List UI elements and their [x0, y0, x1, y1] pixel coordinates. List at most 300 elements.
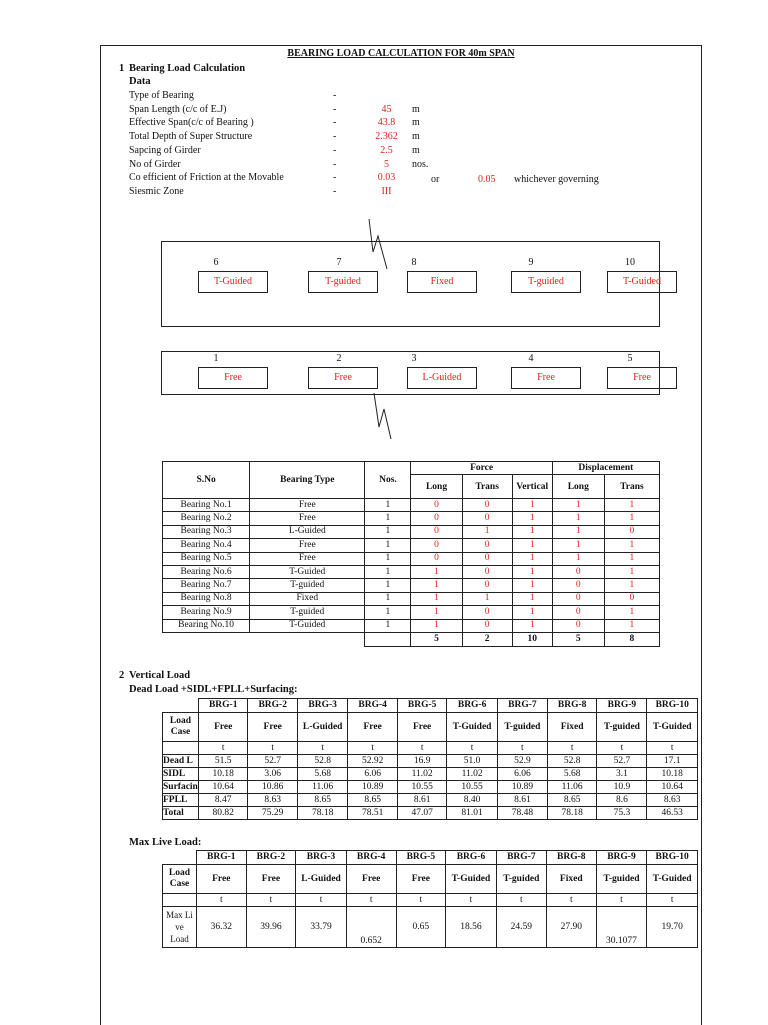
- table-row: [163, 807, 698, 820]
- unit-cell: t: [396, 894, 446, 907]
- data-value: 45: [381, 103, 392, 115]
- value-cell: 8.65: [348, 794, 397, 807]
- value-cell: 10.55: [447, 781, 497, 794]
- live-label-line: Load: [170, 934, 189, 944]
- table-cell: 1: [552, 539, 604, 552]
- value-cell: 52.9: [497, 755, 547, 768]
- table-row: [163, 768, 698, 781]
- brg-header: BRG-2: [248, 699, 297, 713]
- table-cell: T-guided: [250, 579, 365, 592]
- brg-header-row: [163, 851, 698, 865]
- type-header: T-Guided: [647, 865, 698, 894]
- unit-blank: [163, 894, 197, 907]
- table-cell: Bearing No.8: [163, 592, 250, 605]
- table-cell: 0: [462, 539, 512, 552]
- table-cell: 0: [552, 565, 604, 578]
- table-row: [163, 755, 698, 768]
- table-cell: 0: [462, 619, 512, 632]
- type-header: T-guided: [497, 713, 547, 742]
- data-value: 2.362: [375, 131, 398, 143]
- type-header: Free: [397, 713, 446, 742]
- value-cell: 8.65: [297, 794, 347, 807]
- table-cell: 0: [462, 499, 512, 512]
- data-dash: -: [333, 117, 337, 129]
- table-cell: 1: [411, 592, 462, 605]
- brg-header: BRG-4: [346, 851, 396, 865]
- value-cell: 10.89: [497, 781, 547, 794]
- brg-header: BRG-3: [297, 699, 347, 713]
- value-cell: 8.65: [547, 794, 596, 807]
- type-header-row: [163, 713, 698, 742]
- header-displacement: Displacement: [552, 462, 659, 475]
- table-cell: 1: [604, 512, 659, 525]
- unit-row: [163, 894, 698, 907]
- data-label: Sapcing of Girder: [129, 144, 201, 156]
- bearing-box-2: Free: [308, 367, 378, 389]
- table-cell: 1: [604, 539, 659, 552]
- data-label: Siesmic Zone: [129, 185, 184, 197]
- type-header: T-guided: [596, 865, 647, 894]
- data-unit: m: [412, 117, 420, 129]
- table-cell: 1: [365, 592, 411, 605]
- brg-header: BRG-10: [647, 851, 698, 865]
- value-cell: 6.06: [348, 768, 397, 781]
- brg-header: BRG-6: [447, 699, 497, 713]
- unit-cell: t: [297, 742, 347, 755]
- table-cell: 1: [552, 499, 604, 512]
- bearing-box-5: Free: [607, 367, 677, 389]
- table-cell: Bearing No.6: [163, 565, 250, 578]
- value-cell: 33.79: [296, 907, 347, 948]
- bearing-type-table: [162, 461, 660, 647]
- type-header: Free: [346, 865, 396, 894]
- friction-alt-value: 0.05: [478, 174, 496, 185]
- brg-header: BRG-7: [496, 851, 546, 865]
- table-cell: 0: [462, 565, 512, 578]
- unit-cell: t: [246, 894, 296, 907]
- header-disp-long: Long: [552, 475, 604, 499]
- bearing-box-1: Free: [198, 367, 268, 389]
- row-label: Dead L: [163, 755, 199, 768]
- table-cell: 0: [411, 512, 462, 525]
- value-cell: 10.18: [198, 768, 247, 781]
- table-cell: 1: [552, 512, 604, 525]
- table-cell: Bearing No.2: [163, 512, 250, 525]
- type-header: Free: [246, 865, 296, 894]
- table-cell: 1: [604, 619, 659, 632]
- table-cell: T-guided: [250, 606, 365, 619]
- unit-cell: t: [547, 742, 596, 755]
- table-cell: 1: [512, 619, 552, 632]
- data-unit: m: [412, 131, 420, 143]
- unit-cell: t: [596, 894, 647, 907]
- table-row: [163, 525, 660, 538]
- data-dash: -: [333, 185, 337, 197]
- table-cell: 1: [604, 499, 659, 512]
- bearing-number: 8: [411, 257, 417, 268]
- brg-header: BRG-9: [597, 699, 647, 713]
- header-force-trans: Trans: [462, 475, 512, 499]
- value-cell: 17.1: [647, 755, 698, 768]
- table-cell: 1: [512, 525, 552, 538]
- table-cell: L-Guided: [250, 525, 365, 538]
- table-row: [163, 781, 698, 794]
- value-cell: 10.9: [597, 781, 647, 794]
- brg-header: BRG-7: [497, 699, 547, 713]
- value-cell: 16.9: [397, 755, 446, 768]
- unit-cell: t: [647, 742, 698, 755]
- value-cell: 6.06: [497, 768, 547, 781]
- value-cell: 0.652: [346, 907, 396, 948]
- table-cell: 1: [365, 525, 411, 538]
- bearing-number: 7: [336, 257, 342, 268]
- table-cell: Free: [250, 499, 365, 512]
- table-cell: 0: [604, 592, 659, 605]
- data-value: 43.8: [377, 117, 396, 129]
- value-cell: 27.90: [546, 907, 596, 948]
- value-cell: 10.64: [198, 781, 247, 794]
- table-cell: 1: [604, 579, 659, 592]
- table-cell: T-Guided: [250, 565, 365, 578]
- live-load-label: [163, 907, 197, 948]
- brg-header: BRG-6: [446, 851, 497, 865]
- table-cell: 1: [411, 619, 462, 632]
- value-cell: 51.0: [447, 755, 497, 768]
- table-cell: 0: [462, 552, 512, 565]
- data-dash: -: [333, 158, 337, 170]
- break-line-top-icon: [361, 214, 401, 274]
- table-cell: 1: [365, 619, 411, 632]
- value-cell: 3.1: [597, 768, 647, 781]
- row-label: Total: [163, 807, 199, 820]
- bearing-number: 10: [625, 257, 635, 268]
- table-cell: 0: [411, 539, 462, 552]
- table-cell: Bearing No.3: [163, 525, 250, 538]
- corner-cell: [163, 699, 199, 713]
- type-header: L-Guided: [297, 713, 347, 742]
- table-cell: 1: [512, 565, 552, 578]
- table-cell: 1: [604, 606, 659, 619]
- value-cell: 78.48: [497, 807, 547, 820]
- brg-header: BRG-1: [198, 699, 247, 713]
- type-header: Free: [196, 865, 246, 894]
- bearing-number: 2: [336, 353, 342, 364]
- table-cell: Bearing No.1: [163, 499, 250, 512]
- data-label: No of Girder: [129, 158, 181, 170]
- value-cell: 47.07: [397, 807, 446, 820]
- header-bearing-type: Bearing Type: [250, 462, 365, 499]
- brg-header: BRG-8: [547, 699, 596, 713]
- table-row: [163, 565, 660, 578]
- bearing-box-3: L-Guided: [407, 367, 477, 389]
- unit-cell: t: [647, 894, 698, 907]
- bearing-box-9: T-guided: [511, 271, 581, 293]
- brg-header: BRG-10: [647, 699, 698, 713]
- table-cell: Bearing No.7: [163, 579, 250, 592]
- type-header: T-guided: [496, 865, 546, 894]
- type-header: Free: [248, 713, 297, 742]
- break-line-bottom-icon: [369, 391, 399, 441]
- type-header-row: [163, 865, 698, 894]
- value-cell: 8.63: [647, 794, 698, 807]
- table-cell: 1: [512, 499, 552, 512]
- value-cell: 36.32: [196, 907, 246, 948]
- bearing-number: 5: [627, 353, 633, 364]
- table-cell: 0: [411, 499, 462, 512]
- type-header: Free: [348, 713, 397, 742]
- table-cell: 0: [462, 579, 512, 592]
- total-cell: 5: [552, 632, 604, 646]
- data-dash: -: [333, 90, 337, 101]
- type-header: Free: [198, 713, 247, 742]
- page-title: BEARING LOAD CALCULATION FOR 40m SPAN: [287, 48, 515, 59]
- value-cell: 52.8: [547, 755, 596, 768]
- value-cell: 78.51: [348, 807, 397, 820]
- table-cell: Bearing No.9: [163, 606, 250, 619]
- data-dash: -: [333, 144, 337, 156]
- data-label: Total Depth of Super Structure: [129, 131, 253, 143]
- table-cell: 1: [552, 525, 604, 538]
- table-cell: 1: [411, 579, 462, 592]
- table-cell: Fixed: [250, 592, 365, 605]
- value-cell: 11.06: [547, 781, 596, 794]
- bearing-number: 3: [411, 353, 417, 364]
- header-force-vertical: Vertical: [512, 475, 552, 499]
- value-cell: 80.82: [198, 807, 247, 820]
- table-cell: 0: [604, 525, 659, 538]
- value-cell: 11.06: [297, 781, 347, 794]
- value-cell: 8.47: [198, 794, 247, 807]
- data-unit: m: [412, 103, 420, 115]
- unit-cell: t: [447, 742, 497, 755]
- data-dash: -: [333, 172, 337, 184]
- unit-row: [163, 742, 698, 755]
- data-dash: -: [333, 131, 337, 143]
- unit-cell: t: [446, 894, 497, 907]
- brg-header: BRG-2: [246, 851, 296, 865]
- type-header: T-guided: [597, 713, 647, 742]
- table-cell: 1: [365, 565, 411, 578]
- table-row: [163, 499, 660, 512]
- brg-header: BRG-4: [348, 699, 397, 713]
- table-cell: 1: [462, 592, 512, 605]
- table-cell: Bearing No.10: [163, 619, 250, 632]
- table-cell: 1: [604, 552, 659, 565]
- data-value: III: [381, 185, 392, 197]
- value-cell: 52.7: [597, 755, 647, 768]
- table-row: [163, 579, 660, 592]
- value-cell: 78.18: [547, 807, 596, 820]
- section1-subheading: Data: [129, 76, 151, 87]
- table-cell: 1: [462, 525, 512, 538]
- value-cell: 10.55: [397, 781, 446, 794]
- value-cell: 51.5: [198, 755, 247, 768]
- table-cell: Bearing No.4: [163, 539, 250, 552]
- table-cell: 0: [552, 592, 604, 605]
- value-cell: 30.1077: [596, 907, 647, 948]
- data-label: Effective Span(c/c of Bearing ): [129, 117, 254, 129]
- section2-heading: Vertical Load: [129, 670, 191, 681]
- unit-cell: t: [397, 742, 446, 755]
- unit-cell: t: [196, 894, 246, 907]
- table-cell: Free: [250, 512, 365, 525]
- table-cell: 1: [512, 539, 552, 552]
- total-cell: 8: [604, 632, 659, 646]
- bearing-number: 4: [528, 353, 534, 364]
- unit-blank: [163, 742, 199, 755]
- table-cell: 1: [512, 606, 552, 619]
- table-cell: Bearing No.5: [163, 552, 250, 565]
- live-label-line: Max Li: [166, 910, 193, 920]
- live-load-heading: Max Live Load:: [129, 837, 202, 848]
- data-label: Co efficient of Friction at the Movable: [129, 172, 284, 184]
- table-row: [163, 539, 660, 552]
- bearing-number: 9: [528, 257, 534, 268]
- table-cell: 1: [411, 565, 462, 578]
- unit-cell: t: [546, 894, 596, 907]
- table-cell: 0: [552, 619, 604, 632]
- header-force-long: Long: [411, 475, 462, 499]
- live-load-row: [163, 907, 698, 948]
- value-cell: 5.68: [297, 768, 347, 781]
- unit-cell: t: [597, 742, 647, 755]
- load-case-label: Load Case: [163, 865, 197, 894]
- bearing-box-10: T-Guided: [607, 271, 677, 293]
- table-cell: 1: [365, 606, 411, 619]
- total-cell: 2: [462, 632, 512, 646]
- brg-header: BRG-5: [397, 699, 446, 713]
- value-cell: 52.92: [348, 755, 397, 768]
- value-cell: 52.8: [297, 755, 347, 768]
- section1-number: 1: [119, 63, 125, 74]
- table-cell: 1: [365, 552, 411, 565]
- value-cell: 8.40: [447, 794, 497, 807]
- unit-cell: t: [198, 742, 247, 755]
- table-row: [163, 606, 660, 619]
- table-cell: 1: [365, 512, 411, 525]
- data-value: 5: [384, 158, 389, 170]
- type-header: T-Guided: [446, 865, 497, 894]
- friction-or: or: [431, 174, 440, 185]
- bearing-number: 6: [213, 257, 219, 268]
- unit-cell: t: [348, 742, 397, 755]
- table-cell: 1: [552, 552, 604, 565]
- data-dash: -: [333, 103, 337, 115]
- value-cell: 10.18: [647, 768, 698, 781]
- table-row: [163, 552, 660, 565]
- row-label: SIDL: [163, 768, 199, 781]
- table-row: [163, 592, 660, 605]
- unit-cell: t: [497, 742, 547, 755]
- brg-header: BRG-9: [596, 851, 647, 865]
- data-value: 2.5: [380, 144, 393, 156]
- table-row: [163, 619, 660, 632]
- table-cell: 0: [462, 606, 512, 619]
- value-cell: 8.61: [497, 794, 547, 807]
- type-header: Fixed: [547, 713, 596, 742]
- table-cell: Free: [250, 552, 365, 565]
- header-force: Force: [411, 462, 552, 475]
- brg-header: BRG-3: [296, 851, 347, 865]
- value-cell: 18.56: [446, 907, 497, 948]
- header-disp-trans: Trans: [604, 475, 659, 499]
- value-cell: 0.65: [396, 907, 446, 948]
- value-cell: 10.64: [647, 781, 698, 794]
- brg-header: BRG-8: [546, 851, 596, 865]
- table-cell: 1: [512, 552, 552, 565]
- type-header: T-Guided: [647, 713, 698, 742]
- friction-note: whichever governing: [514, 174, 599, 185]
- corner-cell: [163, 851, 197, 865]
- type-header: Fixed: [546, 865, 596, 894]
- table-cell: 0: [552, 606, 604, 619]
- table-cell: 1: [512, 592, 552, 605]
- value-cell: 11.02: [397, 768, 446, 781]
- value-cell: 10.86: [248, 781, 297, 794]
- type-header: Free: [396, 865, 446, 894]
- row-label: FPLL: [163, 794, 199, 807]
- table-cell: 1: [512, 512, 552, 525]
- value-cell: 19.70: [647, 907, 698, 948]
- bearing-number: 1: [213, 353, 219, 364]
- unit-cell: t: [496, 894, 546, 907]
- value-cell: 8.6: [597, 794, 647, 807]
- table-row: [163, 512, 660, 525]
- data-unit: nos.: [412, 158, 429, 170]
- data-label: Type of Bearing: [129, 90, 194, 101]
- value-cell: 75.3: [597, 807, 647, 820]
- value-cell: 81.01: [447, 807, 497, 820]
- table-row: [163, 794, 698, 807]
- value-cell: 52.7: [248, 755, 297, 768]
- bearing-box-8: Fixed: [407, 271, 477, 293]
- table-cell: 0: [411, 525, 462, 538]
- worksheet-page: [100, 45, 702, 1025]
- total-cell: 5: [411, 632, 462, 646]
- total-cell: 10: [512, 632, 552, 646]
- type-header: T-Guided: [447, 713, 497, 742]
- value-cell: 46.53: [647, 807, 698, 820]
- live-load-table: [162, 850, 698, 948]
- value-cell: 24.59: [496, 907, 546, 948]
- value-cell: 10.89: [348, 781, 397, 794]
- bearing-box-7: T-guided: [308, 271, 378, 293]
- value-cell: 39.96: [246, 907, 296, 948]
- data-unit: m: [412, 144, 420, 156]
- value-cell: 75.29: [248, 807, 297, 820]
- value-cell: 11.02: [447, 768, 497, 781]
- value-cell: 5.68: [547, 768, 596, 781]
- row-label: Surfacin: [163, 781, 198, 792]
- value-cell: 8.61: [397, 794, 446, 807]
- section2-number: 2: [119, 670, 125, 681]
- table-cell: 1: [604, 565, 659, 578]
- live-label-line: ve: [175, 922, 184, 932]
- type-header: L-Guided: [296, 865, 347, 894]
- value-cell: 8.63: [248, 794, 297, 807]
- table-cell: 1: [365, 579, 411, 592]
- brg-header: BRG-5: [396, 851, 446, 865]
- bearing-box-4: Free: [511, 367, 581, 389]
- table-cell: T-Guided: [250, 619, 365, 632]
- header-nos: Nos.: [365, 462, 411, 499]
- brg-header-row: [163, 699, 698, 713]
- load-case-label: Load Case: [163, 713, 199, 742]
- table-cell: 1: [365, 539, 411, 552]
- unit-cell: t: [346, 894, 396, 907]
- table-cell: 0: [411, 552, 462, 565]
- section1-heading: Bearing Load Calculation: [129, 63, 246, 74]
